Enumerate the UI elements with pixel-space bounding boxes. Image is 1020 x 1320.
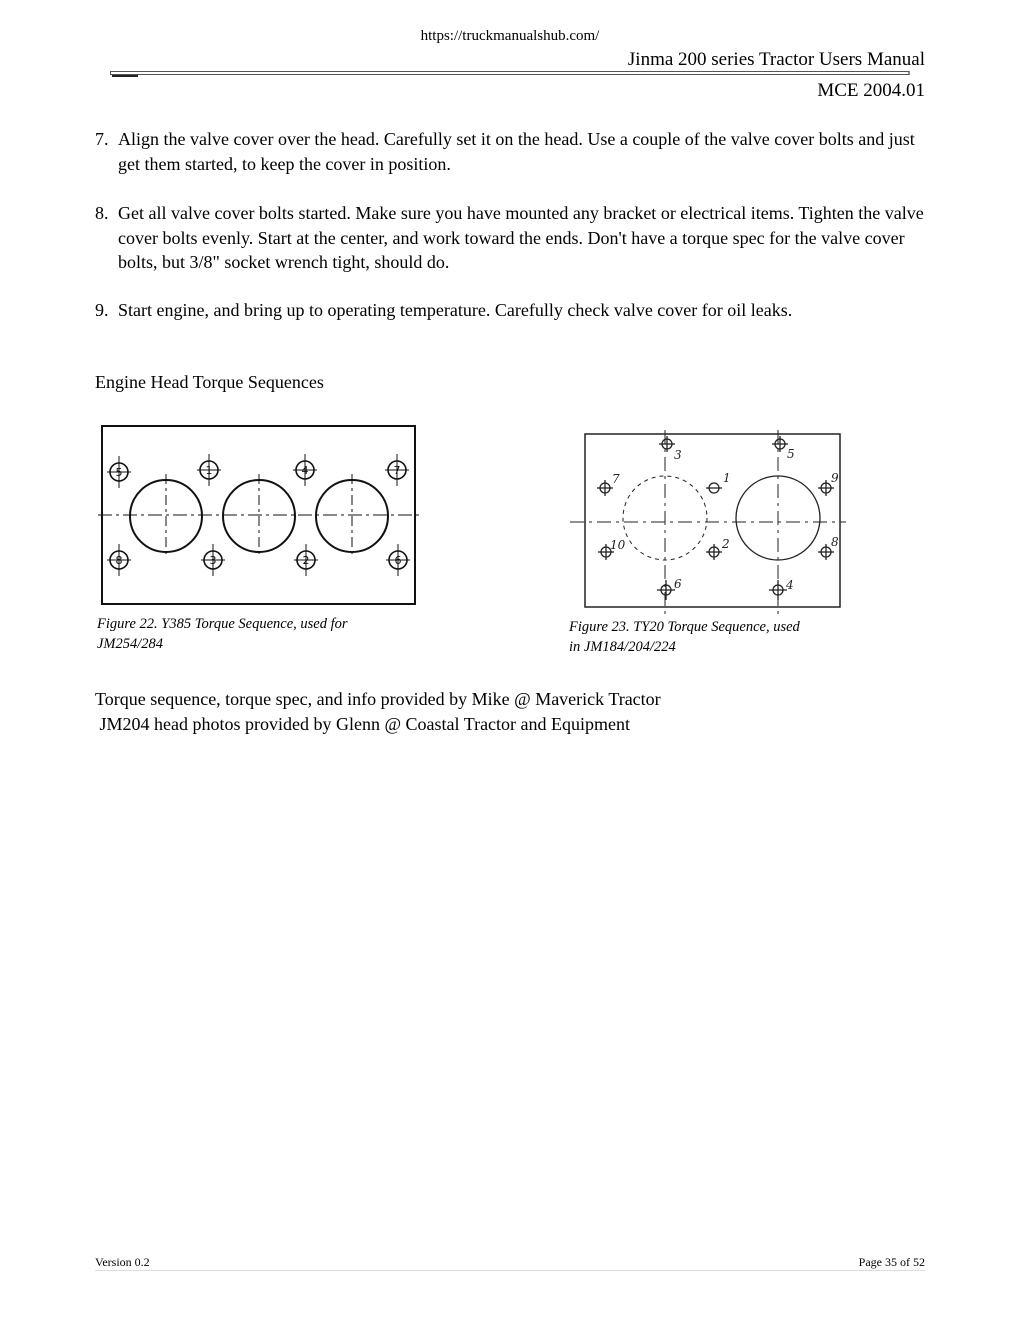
figure-22-caption [97,614,348,654]
bolt-label: 8 [115,554,123,567]
step-number: 9. [95,300,109,320]
document-code: MCE 2004.01 [817,80,925,101]
step-number: 8. [95,203,109,223]
bolt-label: 5 [115,466,123,479]
step-text: Get all valve cover bolts started. Make sure you have mounted any bracket or electrical items. Tighten the valve cover bolts evenly. Start at the center, and work toward the ends. Don't have a torque spec for the valve cover bolts, but 3/8" socket wrench tight, should do. [118,203,924,272]
caption-line: Figure 23. TY20 Torque Sequence, used [569,619,800,635]
bolt-label: 2 [302,554,310,567]
credit-line: Torque sequence, torque spec, and info provided by Mike @ Maverick Tractor [95,689,661,709]
bolt-label: 4 [786,578,794,592]
manual-title: Jinma 200 series Tractor Users Manual [627,49,925,70]
bolt-label: 4 [301,464,309,477]
caption-line: in JM184/204/224 [569,639,676,655]
bolt-label: 9 [831,471,839,485]
step-number: 7. [95,129,109,149]
bolt-label: 2 [722,537,730,551]
source-url: https://truckmanualshub.com/ [420,28,600,44]
step-text: Align the valve cover over the head. Carefully set it on the head. Use a couple of the valve cover bolts and just get them started, to keep the cover in position. [118,129,915,174]
caption-line: JM254/284 [97,636,164,652]
step-text: Start engine, and bring up to operating temperature. Carefully check valve cover for oil leaks. [118,300,793,320]
footer-version: Version 0.2 [95,1255,150,1269]
footer-rule [95,1270,925,1271]
bolt-label: 7 [393,464,401,477]
bolt-label: 3 [209,554,217,567]
bolt-label: 7 [612,472,620,486]
bolt-label: 5 [787,447,795,461]
step-9 [95,298,925,323]
bolt-label: 8 [831,535,839,549]
footer-page-number: Page 35 of 52 [858,1255,925,1269]
bolt-label: 3 [674,448,682,462]
bolt-label: 1 [723,471,731,485]
bolt-label: 6 [394,554,402,567]
section-title: Engine Head Torque Sequences [95,372,324,392]
step-7 [95,127,925,176]
bolt-label: 10 [610,538,626,552]
y385-torque-diagram [95,422,425,608]
credit-line: JM204 head photos provided by Glenn @ Coastal Tractor and Equipment [95,714,631,734]
bolt-label: 1 [205,464,213,477]
ty20-torque-diagram [568,428,848,618]
step-8 [95,201,925,275]
figure-23-caption [569,617,800,657]
caption-line: Figure 22. Y385 Torque Sequence, used for [97,616,348,632]
bolt-label: 6 [674,577,682,591]
header-rule-mark [112,75,138,77]
header-rule [110,71,910,75]
